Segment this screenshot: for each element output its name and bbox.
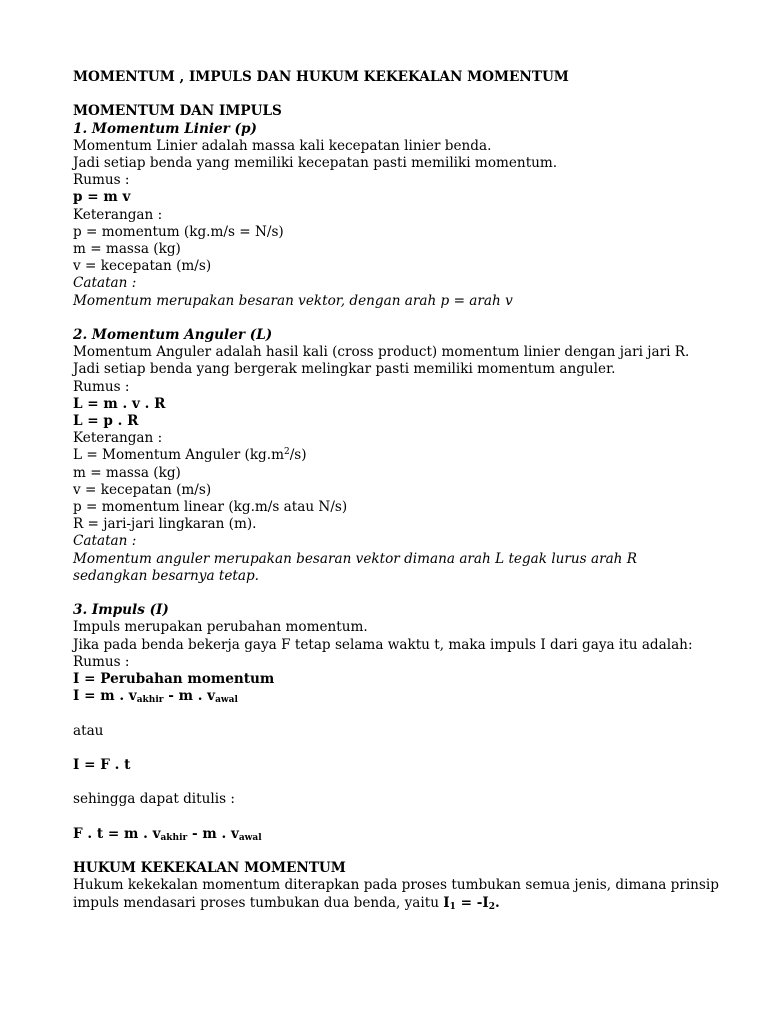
spacer xyxy=(73,585,713,602)
subsection-heading-impuls: 3. Impuls (I) xyxy=(73,602,169,619)
subscript: 1 xyxy=(449,901,456,912)
subscript: awal xyxy=(238,832,262,843)
rumus-label: Rumus : xyxy=(73,378,130,395)
catatan-label: Catatan : xyxy=(73,533,137,550)
spacer xyxy=(73,809,713,826)
formula xyxy=(73,688,713,705)
text-run: F . t = m . v xyxy=(73,825,161,842)
paragraph-line: Impuls merupakan perubahan momentum. xyxy=(73,619,368,636)
note-text: Momentum merupakan besaran vektor, dengan arah p = arah v xyxy=(73,292,513,309)
paragraph-line xyxy=(73,895,713,912)
spacer xyxy=(73,740,713,757)
subscript: akhir xyxy=(136,695,164,706)
formula: p = m v xyxy=(73,189,131,206)
definition-line: v = kecepatan (m/s) xyxy=(73,481,212,498)
subsection-heading-momentum-linier: 1. Momentum Linier (p) xyxy=(73,120,257,137)
text-run: I xyxy=(443,894,450,911)
definition-line: v = kecepatan (m/s) xyxy=(73,258,212,275)
definition-line: p = momentum linear (kg.m/s atau N/s) xyxy=(73,499,348,516)
definition-line: R = jari-jari lingkaran (m). xyxy=(73,516,257,533)
atau-text: atau xyxy=(73,722,104,739)
subscript: awal xyxy=(215,695,238,706)
rumus-label: Rumus : xyxy=(73,172,130,189)
paragraph-line: Momentum Anguler adalah hasil kali (cross product) momentum linier dengan jari jari R. xyxy=(73,344,690,361)
paragraph-line: sehingga dapat ditulis : xyxy=(73,791,235,808)
rumus-label: Rumus : xyxy=(73,653,130,670)
formula: I = Perubahan momentum xyxy=(73,671,275,688)
spacer xyxy=(73,310,713,327)
spacer xyxy=(73,705,713,722)
definition-line: m = massa (kg) xyxy=(73,241,181,258)
text-run: L = Momentum Anguler (kg.m xyxy=(73,447,284,464)
text-run: impuls mendasari proses tumbukan dua benda, yaitu xyxy=(73,894,444,911)
formula: I = F . t xyxy=(73,757,131,774)
subscript: akhir xyxy=(160,832,188,843)
document-title: MOMENTUM , IMPULS DAN HUKUM KEKEKALAN MOMENTUM xyxy=(73,69,569,85)
formula: L = m . v . R xyxy=(73,395,166,412)
superscript: 2 xyxy=(283,447,290,458)
text-run: I = m . v xyxy=(73,688,137,705)
section-heading-momentum-impuls: MOMENTUM DAN IMPULS xyxy=(73,103,282,120)
catatan-label: Catatan : xyxy=(73,275,137,292)
document-body xyxy=(73,69,719,912)
formula xyxy=(73,826,713,843)
spacer xyxy=(73,86,713,103)
definition-line xyxy=(73,447,713,464)
spacer xyxy=(73,843,713,860)
paragraph-line: Jadi setiap benda yang bergerak melingkar pasti memiliki momentum anguler. xyxy=(73,361,616,378)
subsection-heading-momentum-anguler: 2. Momentum Anguler (L) xyxy=(73,327,273,344)
note-text: Momentum anguler merupakan besaran vektor dimana arah L tegak lurus arah R sedangkan besarnya tetap. xyxy=(73,550,637,584)
text-run: /s) xyxy=(289,447,307,464)
subscript: 2 xyxy=(488,901,496,912)
paragraph-line: Jadi setiap benda yang memiliki kecepatan pasti memiliki momentum. xyxy=(73,155,558,171)
text-run: - m . v xyxy=(187,825,239,842)
text-run: = -I xyxy=(455,894,489,911)
definition-line: m = massa (kg) xyxy=(73,464,181,481)
paragraph-line: Momentum Linier adalah massa kali kecepatan linier benda. xyxy=(73,137,492,154)
definition-line: p = momentum (kg.m/s = N/s) xyxy=(73,223,284,240)
paragraph-line: Jika pada benda bekerja gaya F tetap selama waktu t, maka impuls I dari gaya itu adalah: xyxy=(73,636,693,653)
section-heading-hukum-kekekalan: HUKUM KEKEKALAN MOMENTUM xyxy=(73,860,346,877)
keterangan-label: Keterangan : xyxy=(73,206,163,223)
paragraph-line: Hukum kekekalan momentum diterapkan pada proses tumbukan semua jenis, dimana prinsip xyxy=(73,877,719,894)
keterangan-label: Keterangan : xyxy=(73,430,163,447)
spacer xyxy=(73,774,713,791)
formula: L = p . R xyxy=(73,413,139,430)
text-run: - m . v xyxy=(163,688,216,705)
text-run: . xyxy=(495,894,500,911)
